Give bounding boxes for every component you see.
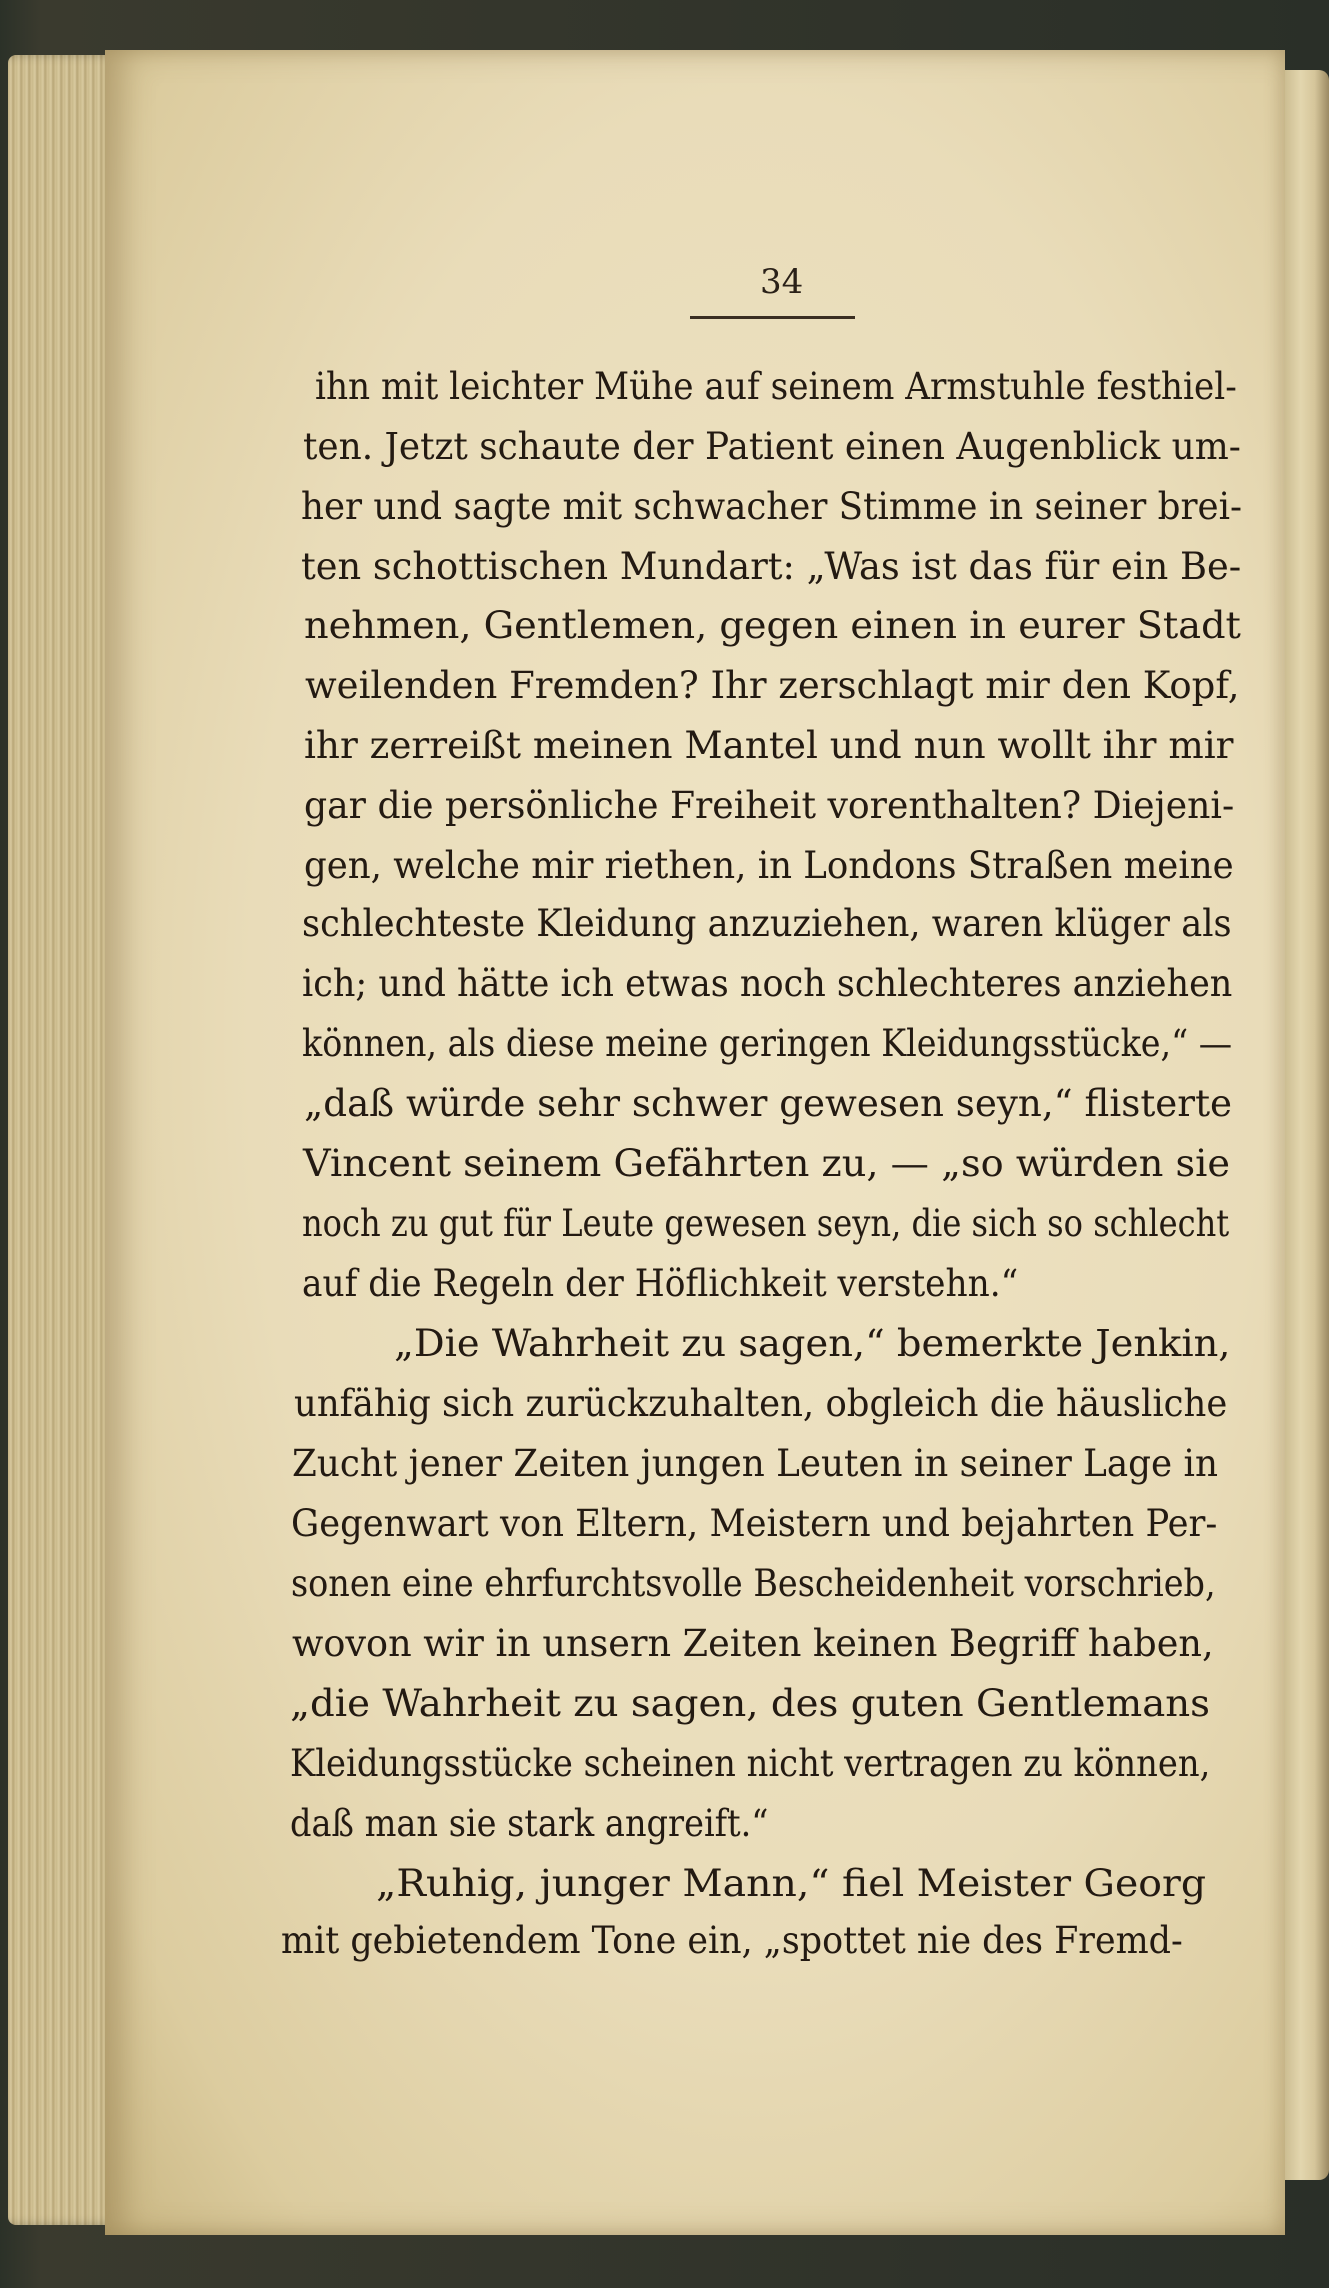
text-line: ten schottischen Mundart: „Was ist das für ein Be-	[301, 545, 1242, 588]
text-line: noch zu gut für Leute gewesen seyn, die sich so schlecht	[302, 1202, 1230, 1245]
text-line: wovon wir in unsern Zeiten keinen Begriff haben,	[292, 1622, 1214, 1665]
text-line: auf die Regeln der Höflichkeit verstehn.“	[302, 1262, 1019, 1305]
text-line: „die Wahrheit zu sagen, des guten Gentlemans	[290, 1682, 1211, 1725]
text-line: nehmen, Gentlemen, gegen einen in eurer Stadt	[304, 604, 1241, 647]
text-line: „Ruhig, junger Mann,“ fiel Meister Georg	[376, 1862, 1207, 1905]
text-line: ten. Jetzt schaute der Patient einen Augenblick um-	[303, 425, 1241, 468]
text-line: sonen eine ehrfurchtsvolle Bescheidenheit vorschrieb,	[291, 1562, 1216, 1605]
text-line: „daß würde sehr schwer gewesen seyn,“ flisterte	[304, 1082, 1233, 1125]
text-line: ich; und hätte ich etwas noch schlechteres anziehen	[302, 962, 1233, 1005]
right-page-edge	[1282, 70, 1329, 2180]
text-line: „Die Wahrheit zu sagen,“ bemerkte Jenkin,	[394, 1322, 1231, 1365]
text-line: können, als diese meine geringen Kleidungsstücke,“ —	[302, 1022, 1233, 1065]
text-line: unfähig sich zurückzuhalten, obgleich die häusliche	[294, 1382, 1228, 1425]
text-line: gar die persönliche Freiheit vorenthalten? Diejeni-	[304, 784, 1235, 827]
text-line: Gegenwart von Eltern, Meistern und bejahrten Per-	[291, 1502, 1218, 1545]
text-line: schlechteste Kleidung anzuziehen, waren klüger als	[302, 902, 1232, 945]
text-line: Kleidungsstücke scheinen nicht vertragen zu können,	[290, 1742, 1211, 1785]
text-line: daß man sie stark angreift.“	[290, 1802, 769, 1845]
text-line: ihr zerreißt meinen Mantel und nun wollt ihr mir	[304, 724, 1234, 767]
page-number: 34	[760, 262, 804, 302]
text-line: mit gebietendem Tone ein, „spottet nie des Fremd-	[281, 1919, 1183, 1962]
text-line: ihn mit leichter Mühe auf seinem Armstuhle festhiel-	[315, 365, 1237, 408]
text-line: Zucht jener Zeiten jungen Leuten in seiner Lage in	[292, 1442, 1218, 1485]
text-line: gen, welche mir riethen, in Londons Straßen meine	[304, 844, 1234, 887]
text-line: weilenden Fremden? Ihr zerschlagt mir den Kopf,	[305, 664, 1240, 707]
page-number-rule	[690, 316, 855, 319]
text-line: her und sagte mit schwacher Stimme in seiner brei-	[301, 485, 1243, 528]
text-line: Vincent seinem Gefährten zu, — „so würden sie	[303, 1142, 1231, 1185]
